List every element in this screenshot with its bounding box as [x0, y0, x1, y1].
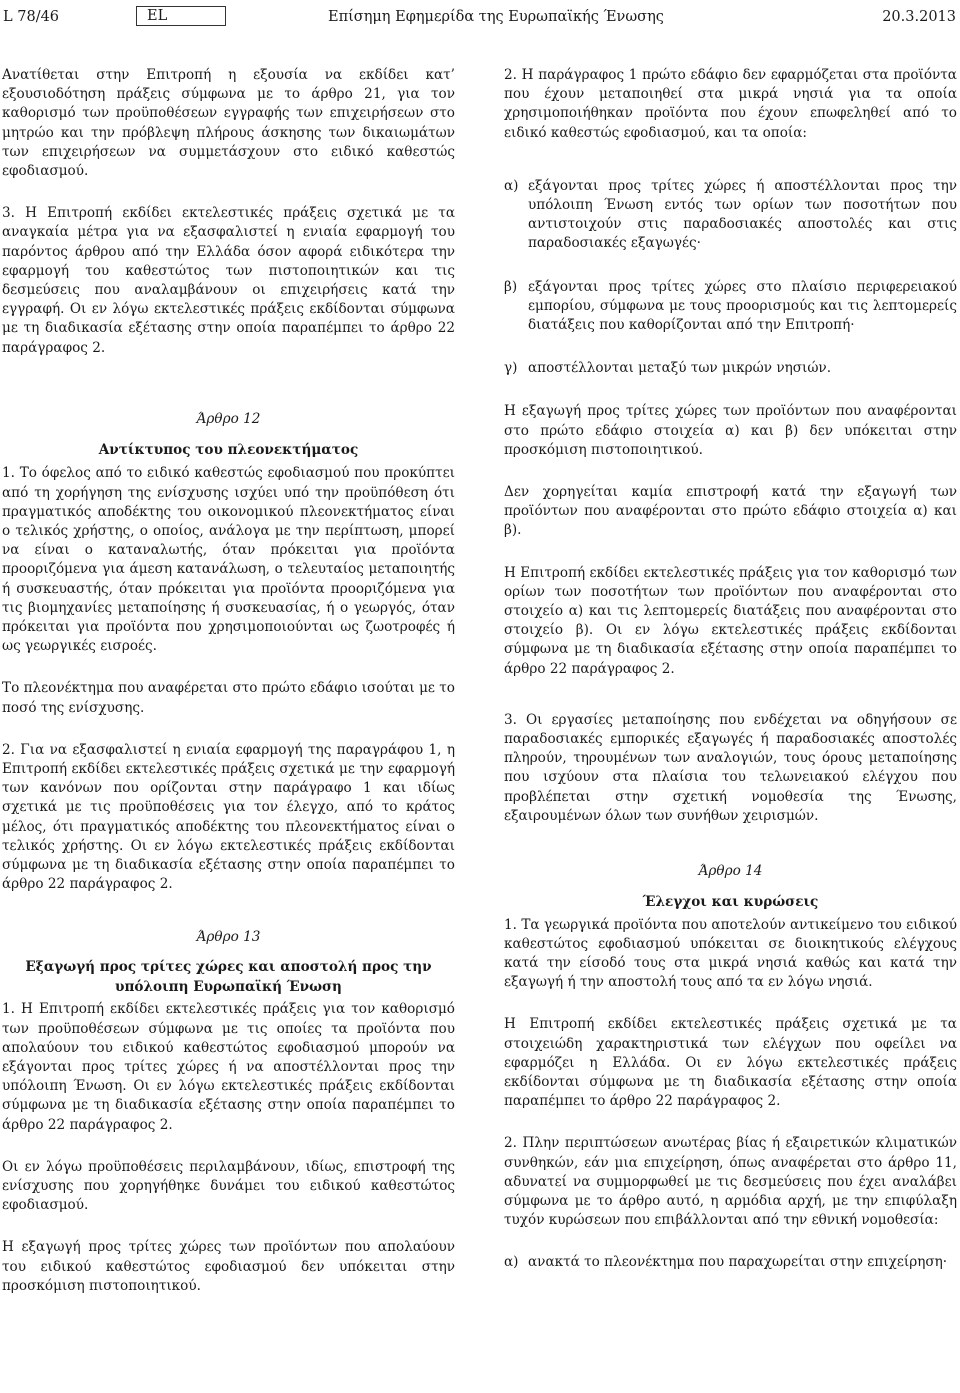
paragraph: 1. Τα γεωργικά προϊόντα που αποτελούν αντικείμενο του ειδικού καθεστώτος εφοδιασμού υπόκειται σε διοικητικούς ελέγχους κατά την είσοδό τους στα μικρά νησιά καθώς και κατά την εξαγωγή ή την αποστολή τους από τα εν λόγω νησιά. — [504, 916, 957, 991]
list-item-text: εξάγονται προς τρίτες χώρες ή αποστέλλονται προς την υπόλοιπη Ένωση εντός των ορίων των ποσοτήτων που αντιστοιχούν στις παραδοσιακές αποστολές και στις παραδοσιακές εξαγωγές· — [528, 177, 957, 252]
page-header — [0, 6, 960, 32]
language-box: EL — [136, 6, 226, 26]
article-title: Έλεγχοι και κυρώσεις — [642, 894, 819, 911]
paragraph: 2. Πλην περιπτώσεων ανωτέρας βίας ή εξαιρετικών κλιματικών συνθηκών, εάν μια επιχείρηση, όπως αναφέρεται στο άρθρο 11, αδυνατεί να συμμορφωθεί με τις δεσμεύσεις που έχει αναλάβει σύμφωνα με το άρθρο αυτό, η αρμόδια αρχή, με την επιφύλαξη τυχόν κυρώσεων που επιβάλλονται από την εθνική νομοθεσία: — [504, 1135, 957, 1229]
article-title: Αντίκτυπος του πλεονεκτήματος — [98, 441, 359, 458]
paragraph: 3. Οι εργασίες μεταποίησης που ενδέχεται να οδηγήσουν σε παραδοσιακές εμπορικές εξαγωγές ή παραδοσιακές αποστολές πληρούν, τηρουμένων των αναλογιών, τους όρους μεταποίησης που ισχύουν στα πλαίσια του τελωνειακού ελέγχου που προβλέπεται στην σχετική νομοθεσία της Ένωσης, εξαιρουμένων όλων των συνήθων χειρισμών. — [504, 711, 957, 824]
paragraph: 2. Η παράγραφος 1 πρώτο εδάφιο δεν εφαρμόζεται στα προϊόντα που έχουν μεταποιηθεί στα μικρά νησιά για τα οποία χρησιμοποιήθηκαν προϊόντα που έχουν επωφεληθεί από το ειδικό καθεστώς εφοδιασμού, και τα οποία: — [504, 67, 957, 141]
list-item — [504, 359, 957, 378]
paragraph: 3. Η Επιτροπή εκδίδει εκτελεστικές πράξεις σχετικά με τα αναγκαία μέτρα για να εξασφαλιστεί η ενιαία εφαρμογή του παρόντος άρθρου από την Ελλάδα όσον αφορά ειδικότερα την εφαρμογή του καθεστώτος των πιστοποιητικών και τις δεσμεύσεις που αναλαμβάνουν οι επιχειρήσεις κατά την εγγραφή. Οι εν λόγω εκτελεστικές πράξεις εκδίδονται σύμφωνα με τη διαδικασία εξέτασης στην οποία παραπέμπει το άρθρο 22 παράγραφος 2. — [2, 205, 455, 356]
article-number: Άρθρο 12 — [196, 410, 261, 427]
list-item-text: ανακτά το πλεονέκτημα που παραχωρείται στην επιχείρηση· — [528, 1254, 948, 1271]
list-item-text: εξάγονται προς τρίτες χώρες στο πλαίσιο περιφερειακού εμπορίου, σύμφωνα με τους προορισμούς και τις λεπτομερείς διατάξεις που καθορίζονται από την Επιτροπή· — [528, 278, 957, 334]
paragraph: 2. Για να εξασφαλιστεί η ενιαία εφαρμογή της παραγράφου 1, η Επιτροπή εκδίδει εκτελεστικές πράξεις σχετικά με την εφαρμογή των κανόνων που ορίζονται στην παράγραφο 1 και ιδίως σχετικά με τις προϋποθέσεις για τον έλεγχο, από το κράτος μέλος, ότι πραγματικός αποδέκτης του πλεονεκτήματος είναι ο τελικός χρήστης. Οι εν λόγω εκτελεστικές πράξεις εκδίδονται σύμφωνα με τη διαδικασία εξέτασης στην οποία παραπέμπει το άρθρο 22 παράγραφος 2. — [2, 741, 455, 893]
paragraph: Ανατίθεται στην Επιτροπή η εξουσία να εκδίδει κατ’ εξουσιοδότηση πράξεις σύμφωνα με το άρθρο 21, για τον καθορισμό των προϋποθέσεων εγγραφής των επιχειρήσεων στο μητρώο και την πρόβλεψη πλήρους άσκησης των δικαιωμάτων των επιχειρήσεων να συμμετάσχουν στο ειδικό καθεστώς εφοδιασμού. — [2, 67, 455, 180]
list-item — [504, 1253, 957, 1272]
journal-title: Επίσημη Εφημερίδα της Ευρωπαϊκής Ένωσης — [328, 9, 664, 25]
list-item — [504, 278, 957, 336]
paragraph: Δεν χορηγείται καμία επιστροφή κατά την εξαγωγή των προϊόντων που αναφέρονται στο πρώτο εδάφιο στοιχεία α) και β). — [504, 484, 957, 539]
list-item-label: β) — [504, 278, 518, 295]
article-number: Άρθρο 13 — [196, 929, 261, 946]
paragraph: Η εξαγωγή προς τρίτες χώρες των προϊόντων που απολαύουν του ειδικού καθεστώτος εφοδιασμού δεν υπόκειται στην προσκόμιση πιστοποιητικού. — [2, 1239, 455, 1294]
paragraph: 1. Το όφελος από το ειδικό καθεστώς εφοδιασμού που προκύπτει από τη χορήγηση της ενίσχυσης ισχύει υπό την προϋπόθεση ότι πραγματικός αποδέκτης του οικονομικού πλεονεκτήματος είναι ο τελικός χρήστης, ο οποίος, ανάλογα με την περίπτωση, μπορεί να είναι ο καταναλωτής, όταν πρόκειται για προϊόντα προοριζόμενα για άμεση κατανάλωση, ο τελευταίος μεταποιητής ή συσκευαστής, όταν πρόκειται για προϊόντα προοριζόμενα για τις βιομηχανίες μεταποίησης ή συσκευασίας, ή ο γεωργός, όταν πρόκειται για προϊόντα που χρησιμοποιούνται ως ζωοτροφές ή ως γεωργικές εισροές. — [2, 465, 455, 655]
paragraph: Η Επιτροπή εκδίδει εκτελεστικές πράξεις σχετικά με τα στοιχειώδη χαρακτηριστικά των ελέγχων που οφείλει να εφαρμόζει η Ελλάδα. Οι εν λόγω εκτελεστικές πράξεις εκδίδονται σύμφωνα με τη διαδικασία εξέτασης στην οποία παραπέμπει το άρθρο 22 παράγραφος 2. — [504, 1016, 957, 1110]
paragraph: Οι εν λόγω προϋποθέσεις περιλαμβάνουν, ιδίως, επιστροφή της ενίσχυσης που χορηγήθηκε δυνάμει του ειδικού καθεστώτος εφοδιασμού. — [2, 1158, 455, 1214]
right-column — [504, 66, 957, 1297]
paragraph: Η Επιτροπή εκδίδει εκτελεστικές πράξεις για τον καθορισμό των ορίων των ποσοτήτων των προϊόντων που αναφέρονται στο στοιχείο α) και τις λεπτομερείς διατάξεις που αναφέρονται στο στοιχείο β). Οι εν λόγω εκτελεστικές πράξεις εκδίδονται σύμφωνα με τη διαδικασία εξέτασης στην οποία παραπέμπει το άρθρο 22 παράγραφος 2. — [504, 564, 957, 677]
list-item-label: γ) — [504, 360, 518, 377]
article-number: Άρθρο 14 — [698, 863, 763, 880]
paragraph: 1. Η Επιτροπή εκδίδει εκτελεστικές πράξεις για τον καθορισμό των προϋποθέσεων σύμφωνα με τις οποίες τα προϊόντα που απολαύουν του ειδικού καθεστώτος εφοδιασμού μπορούν να εξάγονται προς τρίτες χώρες ή να αποστέλλονται προς την υπόλοιπη Ένωση. Οι εν λόγω εκτελεστικές πράξεις εκδίδονται σύμφωνα με τη διαδικασία εξέτασης στην οποία παραπέμπει το άρθρο 22 παράγραφος 2. — [2, 1001, 455, 1133]
left-column — [2, 66, 455, 1296]
article-title: Εξαγωγή προς τρίτες χώρες και αποστολή προς την υπόλοιπη Ευρωπαϊκή Ένωση — [25, 959, 432, 995]
list-item — [504, 177, 957, 254]
page-number: L 78/46 — [3, 9, 60, 25]
paragraph: Η εξαγωγή προς τρίτες χώρες των προϊόντων που αναφέρονται στο πρώτο εδάφιο στοιχεία α) και β) δεν υπόκειται στην προσκόμιση πιστοποιητικού. — [504, 403, 957, 458]
list-item-label: α) — [504, 177, 519, 194]
issue-date: 20.3.2013 — [882, 9, 956, 25]
paragraph: Το πλεονέκτημα που αναφέρεται στο πρώτο εδάφιο ισούται με το ποσό της ενίσχυσης. — [2, 680, 455, 716]
list-item-text: αποστέλλονται μεταξύ των μικρών νησιών. — [528, 360, 832, 377]
list-item-label: α) — [504, 1254, 519, 1271]
